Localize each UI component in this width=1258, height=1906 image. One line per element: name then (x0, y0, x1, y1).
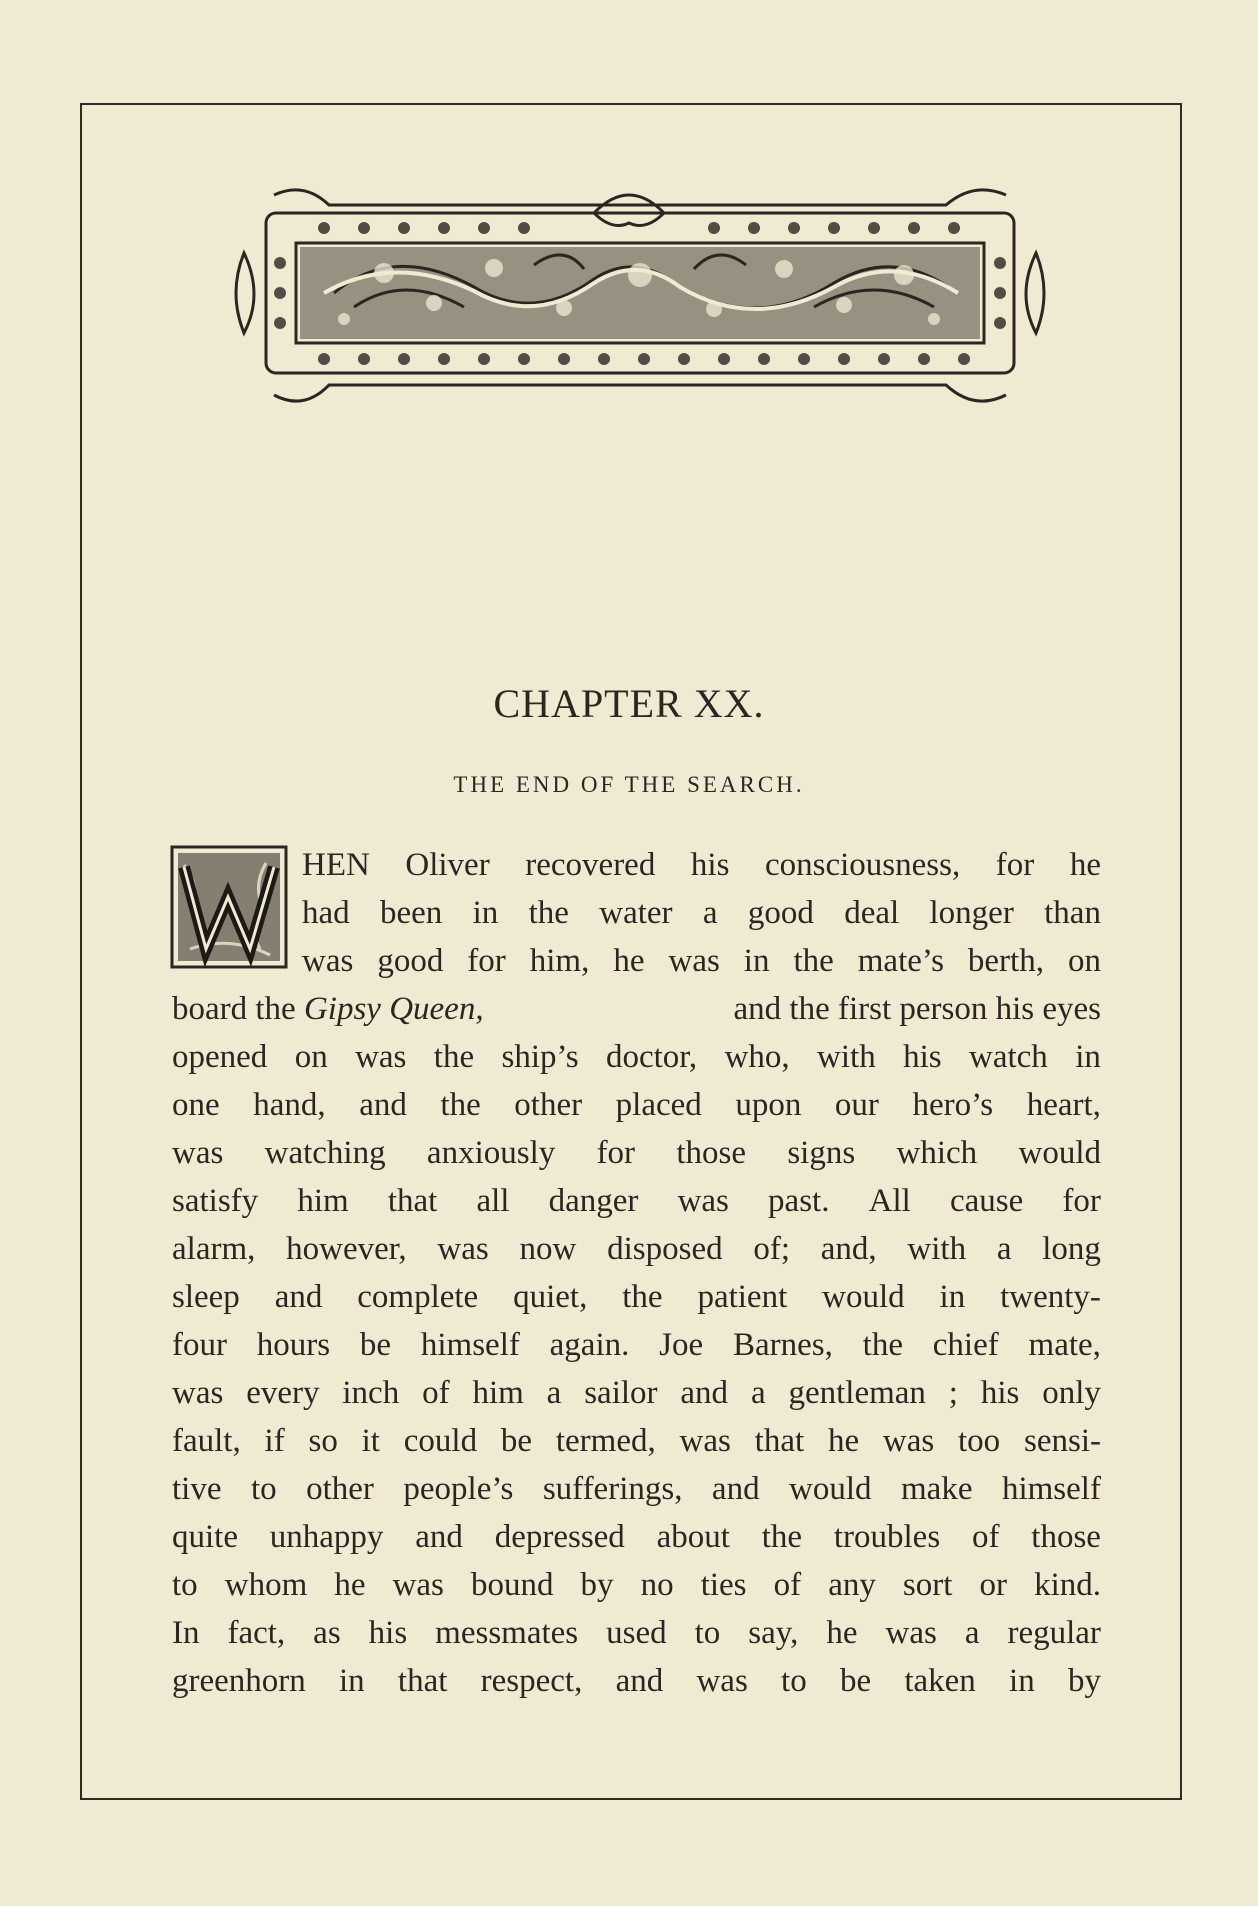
body-line: tive to other people’s sufferings, and would make himself (172, 1471, 1101, 1507)
body-line: opened on was the ship’s doctor, who, with his watch in (172, 1039, 1101, 1075)
body-line: was watching anxiously for those signs which would (172, 1135, 1101, 1171)
body-line: greenhorn in that respect, and was to be taken in by (172, 1663, 1101, 1699)
body-line: was every inch of him a sailor and a gentleman ; his only (172, 1375, 1101, 1411)
body-line: HEN Oliver recovered his consciousness, for he (302, 847, 1101, 883)
body-line: to whom he was bound by no ties of any sort or kind. (172, 1567, 1101, 1603)
body-line: had been in the water a good deal longer than (302, 895, 1101, 931)
chapter-subtitle: THE END OF THE SEARCH. (453, 772, 805, 797)
body-line: board the Gipsy Queen, and the first person his eyes (172, 991, 1101, 1027)
body-line: In fact, as his messmates used to say, he was a regular (172, 1615, 1101, 1651)
drop-cap-w-icon (170, 845, 288, 969)
body-line: quite unhappy and depressed about the troubles of those (172, 1519, 1101, 1555)
body-line: satisfy him that all danger was past. All cause for (172, 1183, 1101, 1219)
body-line: alarm, however, was now disposed of; and, with a long (172, 1231, 1101, 1267)
body-line: fault, if so it could be termed, was that he was too sensi- (172, 1423, 1101, 1459)
chapter-title: CHAPTER XX. (493, 681, 765, 726)
ship-name: Gipsy Queen, (303, 991, 484, 1027)
body-line: four hours be himself again. Joe Barnes, the chief mate, (172, 1327, 1101, 1363)
ornamental-headpiece (234, 183, 1046, 409)
body-line: one hand, and the other placed upon our hero’s heart, (172, 1087, 1101, 1123)
body-line: was good for him, he was in the mate’s berth, on (302, 943, 1101, 979)
body-line: sleep and complete quiet, the patient would in twenty- (172, 1279, 1101, 1315)
